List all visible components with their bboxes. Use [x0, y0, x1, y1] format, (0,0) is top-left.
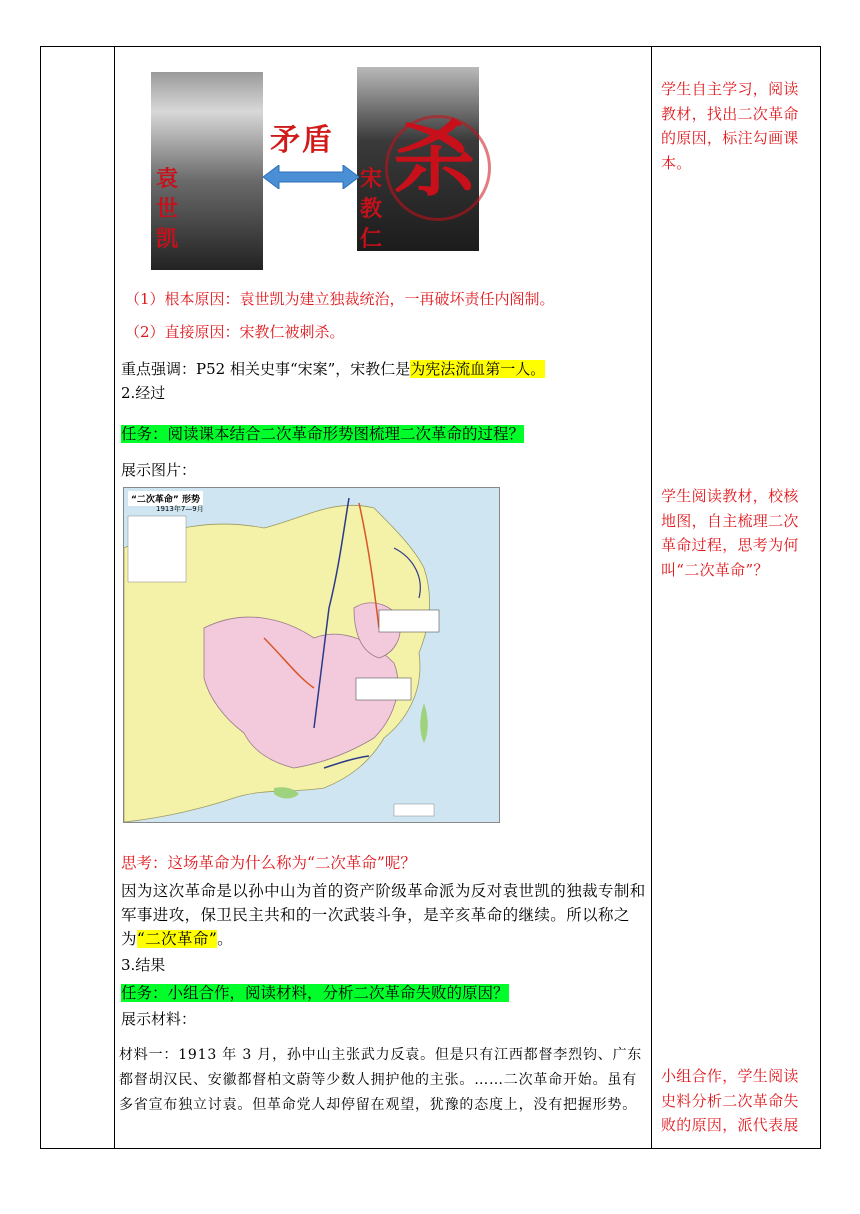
student-activity-cell — [652, 47, 820, 1148]
emphasis-line — [121, 359, 545, 379]
side-note-1: 学生自主学习，阅读教材，找出二次革命的原因，标注勾画课本。 — [661, 80, 799, 172]
section-2-title: 2.经过 — [121, 384, 166, 402]
double-arrow-icon — [263, 165, 359, 189]
left-name-label: 袁世凯 — [155, 167, 178, 252]
answer-highlight: “二次革命” — [136, 930, 218, 948]
cause-root: （1）根本原因：袁世凯为建立独裁统治，一再破坏责任内阁制。 — [125, 290, 555, 308]
lesson-table — [40, 46, 821, 1149]
side-note-2: 学生阅读教材，校核地图，自主梳理二次革命过程，思考为何叫“二次革命”？ — [661, 487, 799, 579]
emphasis-highlight: 为宪法流血第一人。 — [410, 360, 546, 378]
second-revolution-map — [123, 487, 500, 823]
map-drawing — [124, 488, 499, 822]
right-name-label: 宋教仁 — [359, 167, 382, 252]
material-1: 材料一：1913 年 3 月，孙中山主张武力反袁。但是只有江西都督李烈钧、广东都督胡汉民、安徽都督柏文蔚等少数人拥护他的主张。……二次革命开始。虽有多省宣布独立讨袁。但革命党人却停留在观望，犹豫的态度上，没有把握形势。 — [119, 1047, 643, 1113]
map-title: “二次革命” 形势 — [128, 491, 203, 506]
map-subtitle: 1913年7—9月 — [156, 505, 204, 513]
answer-text: 因为这次革命是以孙中山为首的资产阶级革命派为反对袁世凯的独裁专制和军事进攻，保卫民主共和的一次武装斗争，是辛亥革命的继续。所以称之为 — [121, 882, 646, 948]
task-3-text: 任务：小组合作，阅读材料，分析二次革命失败的原因？ — [121, 984, 509, 1002]
section-3-title: 3.结果 — [121, 956, 166, 974]
answer-end: 。 — [217, 930, 234, 948]
think-question: 思考：这场革命为什么称为“二次革命”呢？ — [121, 854, 416, 872]
side-note-3: 小组合作，学生阅读史料分析二次革命失败的原因，派代表展 — [661, 1067, 799, 1134]
contrast-label: 矛盾 — [270, 123, 334, 158]
stamp-character: 杀 — [393, 113, 476, 208]
answer-paragraph — [121, 879, 651, 951]
show-picture-label: 展示图片： — [121, 461, 197, 479]
task-2 — [121, 424, 524, 444]
cause-direct: （2）直接原因：宋教仁被刺杀。 — [125, 323, 345, 341]
teaching-content-cell — [115, 47, 651, 1148]
task-2-text: 任务：阅读课本结合二次革命形势图梳理二次革命的过程？ — [121, 425, 525, 443]
show-material-label: 展示材料： — [121, 1010, 197, 1028]
emphasis-text: 重点强调：P52 相关史事“宋案”，宋教仁是 — [121, 360, 411, 378]
task-3 — [121, 983, 509, 1003]
